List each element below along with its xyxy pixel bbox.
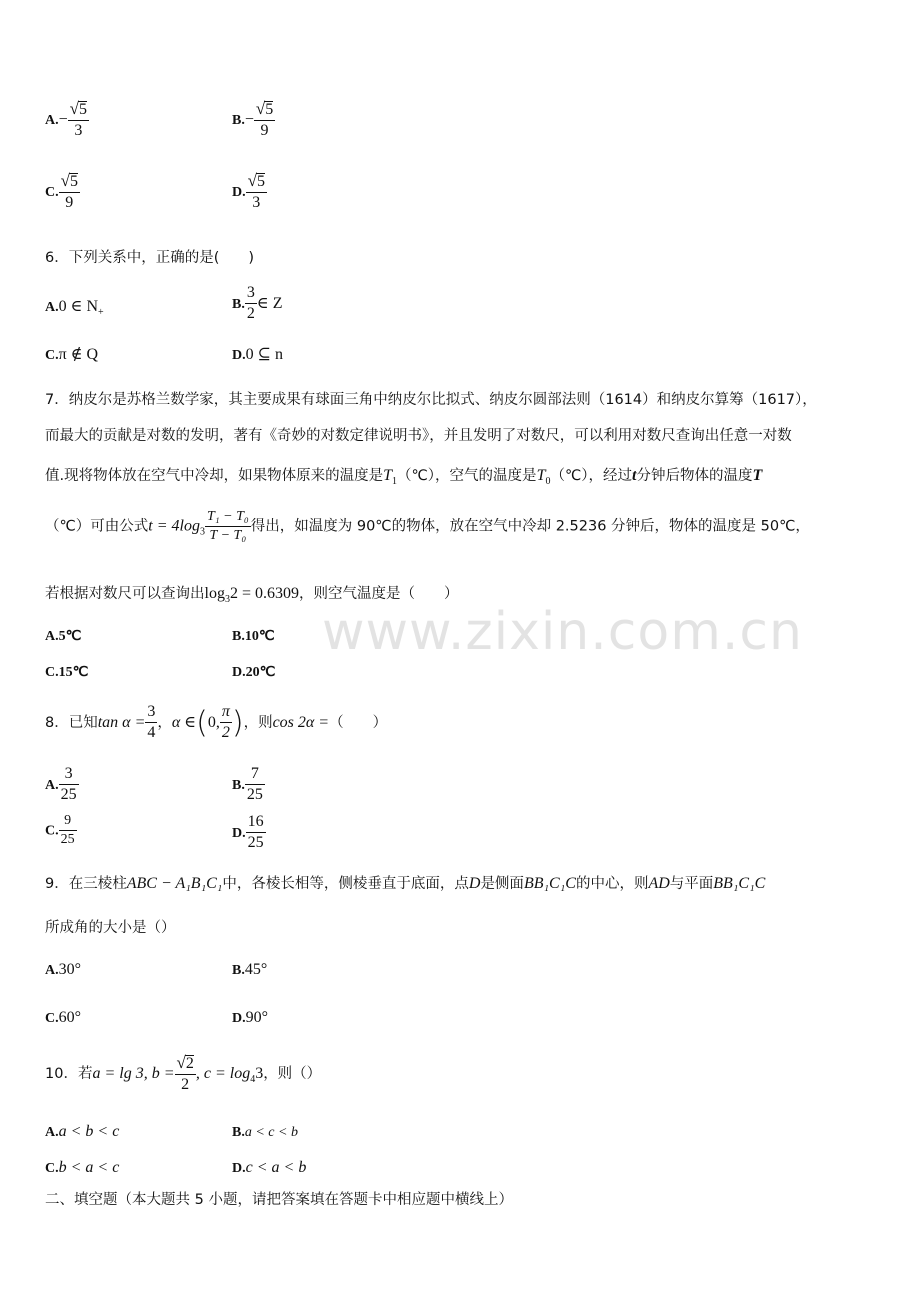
q10-stem: 10．若a = lg 3, b = $\frac{√2}{2}$ , $c = \log_43$，则（）	[45, 1053, 322, 1093]
q8-option-b: B. $\frac{7}{25}$	[232, 765, 263, 803]
q9-option-b: B.45°	[232, 961, 268, 978]
q7-line-3: 值.现将物体放在空气中冷却，如果物体原来的温度是$T_1(℃)$，空气的温度是$T_0(℃)$，经过t分钟后物体的温度T	[45, 467, 763, 487]
section-2-heading: 二、填空题（本大题共 5 小题，请把答案填在答题卡中相应题中横线上）	[45, 1192, 513, 1208]
q7-line-1: 7．纳皮尔是苏格兰数学家，其主要成果有球面三角中纳皮尔比拟式、纳皮尔圆部法则（1614）和纳皮尔算筹（1617），	[45, 392, 817, 408]
q10-option-b: B.a < c < b	[232, 1125, 298, 1140]
q9-stem-line-2: 所成角的大小是（）	[45, 920, 176, 936]
q5-option-a: A.− $\frac{√5}{3}$	[45, 99, 87, 139]
q9-option-c: C.60°	[45, 1009, 82, 1026]
watermark: www.zixin.com.cn	[322, 602, 803, 662]
q8-stem: 8．已知tan α = $\frac{3}{4}$ ，α ∈(0, $\frac{\pi}{2}$ )，则cos 2α =（ ）	[45, 703, 388, 741]
q7-line-2: 而最大的贡献是对数的发明，著有《奇妙的对数定律说明书》，并且发明了对数尺，可以利用对数尺查询出任意一对数	[45, 428, 792, 444]
option-label: A.	[45, 112, 59, 128]
q8-option-d: D. $\frac{16}{25}$	[232, 813, 264, 851]
q5-option-b: B.− $\frac{√5}{9}$	[232, 99, 274, 139]
q7-option-a: A.5℃	[45, 629, 82, 644]
q7-option-d: D.20℃	[232, 665, 276, 680]
q6-option-c: C.π ∉ Q	[45, 346, 99, 363]
q6-stem: 6．下列关系中，正确的是( )	[45, 250, 255, 266]
q10-option-d: D.c < a < b	[232, 1159, 307, 1176]
q5-option-d: D. $\frac{√5}{3}$	[232, 171, 265, 211]
q8-option-c: C. $\frac{9}{25}$	[45, 813, 75, 847]
q9-option-d: D.90°	[232, 1009, 269, 1026]
q7-line-4: （℃）可由公式$t = 4\log_3$ $\frac{\text{T₁ − T₀}}{\text{T − T₀}}$ 得出，如温度为 90℃的物体，放在空气中冷却 2.5236 分钟后，物体的温度是 50℃，	[45, 509, 810, 543]
q7-option-c: C.15℃	[45, 665, 89, 680]
q7-option-b: B.10℃	[232, 629, 275, 644]
q10-option-c: C.b < a < c	[45, 1159, 120, 1176]
q9-stem: 9．在三棱柱ABC − A₁B₁C₁中，各棱长相等，侧棱垂直于底面，点D是侧面BB₁C₁C的中心，则AD与平面BB₁C₁C	[45, 875, 766, 892]
q6-option-a: A.0 ∈ $N_+$	[45, 298, 104, 318]
q10-option-a: A.a < b < c	[45, 1123, 120, 1140]
q8-option-a: A. $\frac{3}{25}$	[45, 765, 77, 803]
q6-option-b: B. $\frac{3}{2}$ ∈ Z	[232, 284, 283, 322]
q9-option-a: A.30°	[45, 961, 82, 978]
q7-line-5: 若根据对数尺可以查询出$\log_32 = 0.6309$，则空气温度是（ ）	[45, 585, 459, 605]
q6-option-d: D.0 ⊆ n	[232, 346, 284, 363]
q5-option-c: C. $\frac{√5}{9}$	[45, 171, 78, 211]
